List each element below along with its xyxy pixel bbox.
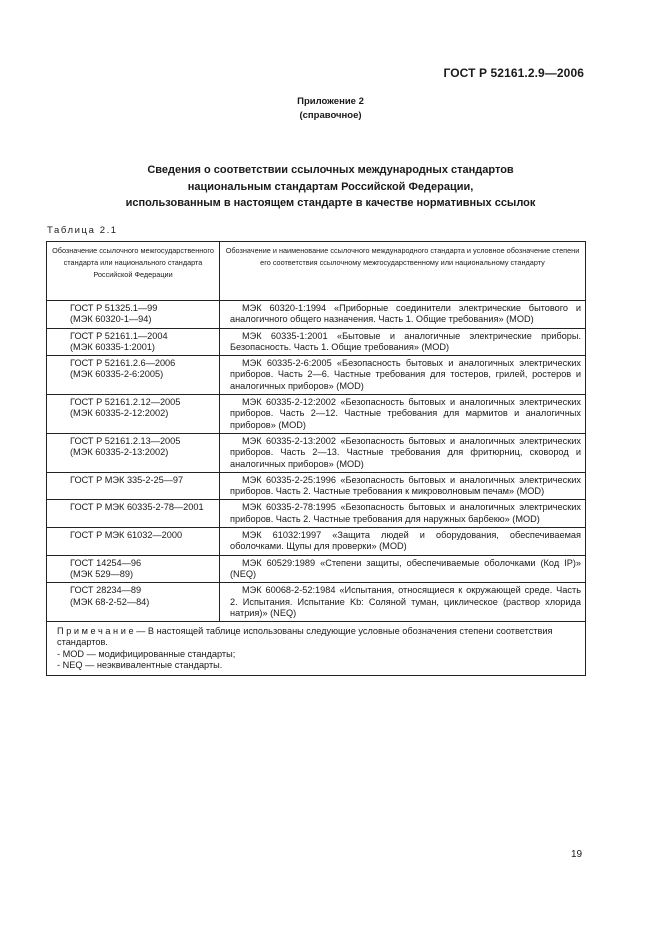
international-standard-cell: МЭК 60335-2-13:2002 «Безопасность бытовых и аналогичных электрических приборов. Часть 2—13. Частные требования для фритюрниц, сковород и аналогичных приборов» (MOD) xyxy=(220,433,586,472)
table-note xyxy=(47,622,586,676)
international-standard-cell: МЭК 60335-2-6:2005 «Безопасность бытовых и аналогичных электрических приборов. Часть 2—6. Частные требования для тостеров, грилей, ростеров и аналогичных приборов» (MOD) xyxy=(220,356,586,395)
national-standard-code: ГОСТ Р 52161.2.13—2005 xyxy=(70,435,181,446)
national-standard-cell xyxy=(47,301,220,329)
heading-line-1: Сведения о соответствии ссылочных международных стандартов xyxy=(147,164,514,176)
national-standard-code: ГОСТ Р 51325.1—99 xyxy=(70,303,158,313)
international-standard-cell: МЭК 60335-2-12:2002 «Безопасность бытовых и аналогичных электрических приборов. Часть 2—12. Частные требования для мармитов и аналогичных приборов» (MOD) xyxy=(220,395,586,434)
page-number: 19 xyxy=(571,849,583,860)
international-standard-cell: МЭК 60335-1:2001 «Бытовые и аналогичные электрические приборы. Безопасность. Часть 1. Общие требования» (MOD) xyxy=(220,328,586,356)
international-standard-cell: МЭК 60320-1:1994 «Приборные соединители электрические бытового и аналогичного общего назначения. Часть 1. Общие требования» (MOD) xyxy=(220,301,586,329)
national-standard-code: ГОСТ Р МЭК 61032—2000 xyxy=(70,530,183,541)
national-standard-cell xyxy=(47,500,220,528)
national-standard-code: ГОСТ Р 52161.2.6—2006 xyxy=(70,358,176,369)
table-note-row xyxy=(47,622,586,676)
equivalent-iec-code: (МЭК 60320-1—94) xyxy=(70,314,152,325)
heading-line-2: национальным стандартам Российской Федерации, xyxy=(187,180,474,193)
table-row xyxy=(47,433,586,472)
national-standard-code: ГОСТ Р 52161.2.12—2005 xyxy=(70,397,181,408)
table-label: Таблица 2.1 xyxy=(47,225,118,236)
table-row xyxy=(47,472,586,500)
appendix-title: Приложение 2 xyxy=(297,96,364,107)
table-row xyxy=(47,301,586,329)
national-standard-cell xyxy=(47,472,220,500)
standards-table xyxy=(46,241,586,676)
column-header-international: Обозначение и наименование ссылочного международного стандарта и условное обозначение степени его соответствия ссылочному межгосударственному или национальному стандарту xyxy=(220,242,586,301)
national-standard-cell xyxy=(47,583,220,622)
table-row xyxy=(47,583,586,622)
table-row xyxy=(47,328,586,356)
table-row xyxy=(47,356,586,395)
national-standard-code: ГОСТ Р МЭК 335-2-25—97 xyxy=(70,474,184,485)
international-standard-cell: МЭК 60335-2-78:1995 «Безопасность бытовых и аналогичных электрических приборов. Часть 2. Частные требования для наружных барбекю» (MOD) xyxy=(220,500,586,528)
equivalent-iec-code: (МЭК 68-2-52—84) xyxy=(70,596,150,607)
note-item-neq: - NEQ — неэквивалентные стандарты. xyxy=(57,660,223,671)
table-row xyxy=(47,555,586,583)
table-row xyxy=(47,395,586,434)
table-row xyxy=(47,528,586,556)
national-standard-cell xyxy=(47,328,220,356)
note-text: — В настоящей таблице использованы следующие условные обозначения степени соответствия стандартов. xyxy=(57,626,553,648)
national-standard-cell xyxy=(47,395,220,434)
equivalent-iec-code: (МЭК 60335-1:2001) xyxy=(70,341,155,352)
appendix-type: (справочное) xyxy=(299,110,362,121)
national-standard-code: ГОСТ 14254—96 xyxy=(70,557,142,568)
note-item-mod: - MOD — модифицированные стандарты; xyxy=(57,648,236,659)
national-standard-cell xyxy=(47,555,220,583)
national-standard-cell xyxy=(47,356,220,395)
document-code: ГОСТ Р 52161.2.9—2006 xyxy=(443,66,584,80)
column-header-national: Обозначение ссылочного межгосударственного стандарта или национального стандарта Российской Федерации xyxy=(47,242,220,301)
equivalent-iec-code: (МЭК 60335-2-6:2005) xyxy=(70,369,164,380)
international-standard-cell: МЭК 60335-2-25:1996 «Безопасность бытовых и аналогичных электрических приборов. Часть 2. Частные требования к микроволновым печам» (MOD) xyxy=(220,472,586,500)
international-standard-cell: МЭК 60529:1989 «Степени защиты, обеспечиваемые оболочками (Код IP)» (NEQ) xyxy=(220,555,586,583)
national-standard-code: ГОСТ 28234—89 xyxy=(70,585,142,596)
equivalent-iec-code: (МЭК 60335-2-12:2002) xyxy=(70,408,169,419)
national-standard-cell xyxy=(47,528,220,556)
national-standard-code: ГОСТ Р МЭК 60335-2-78—2001 xyxy=(70,502,204,513)
table-row xyxy=(47,500,586,528)
international-standard-cell: МЭК 60068-2-52:1984 «Испытания, относящиеся к окружающей среде. Часть 2. Испытания. Испытание Kb: Соляной туман, циклическое (раствор хлорида натрия)» (NEQ) xyxy=(220,583,586,622)
heading-line-3: использованным в настоящем стандарте в качестве нормативных ссылок xyxy=(125,197,536,209)
national-standard-code: ГОСТ Р 52161.1—2004 xyxy=(70,330,168,341)
equivalent-iec-code: (МЭК 60335-2-13:2002) xyxy=(70,447,169,458)
equivalent-iec-code: (МЭК 529—89) xyxy=(70,568,134,579)
table-header-row xyxy=(47,242,586,301)
note-label: Примечание xyxy=(57,626,137,637)
section-heading xyxy=(0,162,661,212)
national-standard-cell xyxy=(47,433,220,472)
appendix-block xyxy=(0,95,661,123)
international-standard-cell: МЭК 61032:1997 «Защита людей и оборудования, обеспечиваемая оболочками. Щупы для проверки» (MOD) xyxy=(220,528,586,556)
